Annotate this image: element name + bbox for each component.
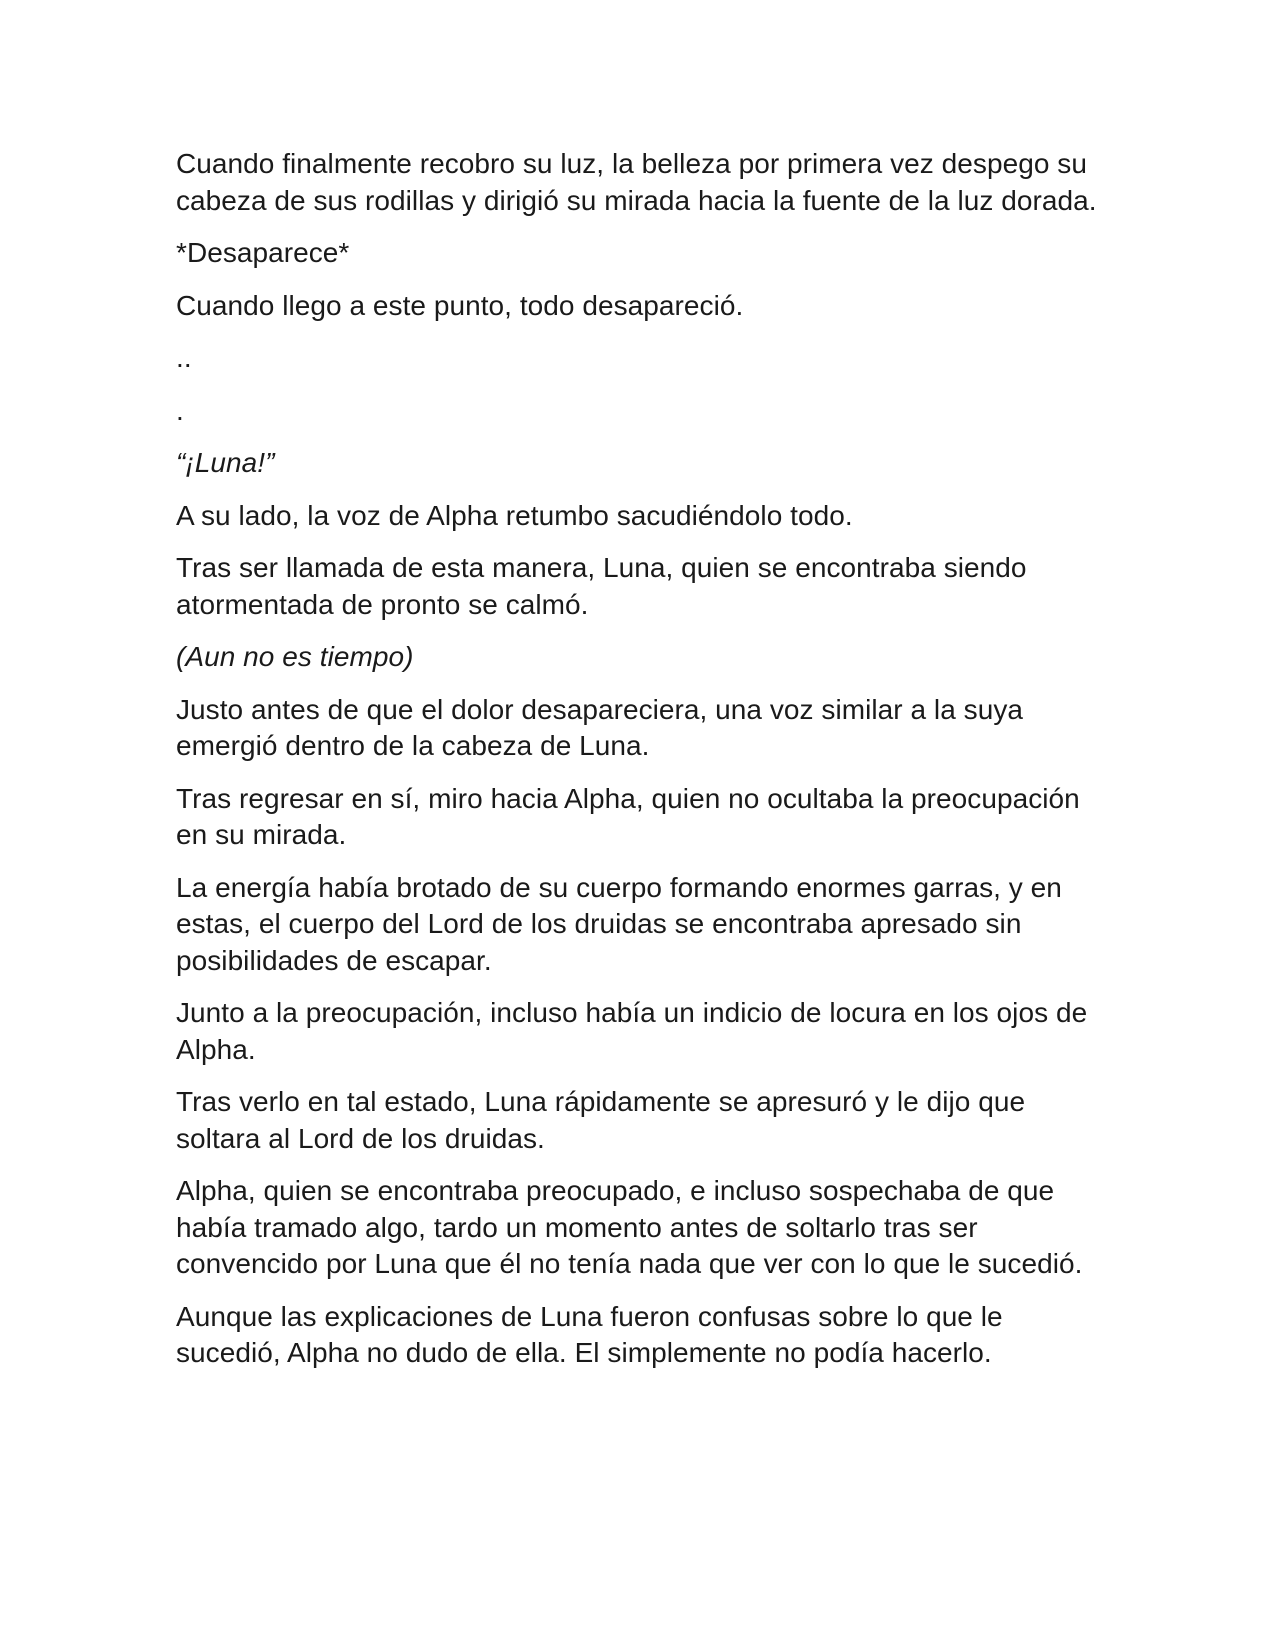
paragraph: La energía había brotado de su cuerpo formando enormes garras, y en estas, el cuerpo del Lord de los druidas se encontraba apresado sin posibilidades de escapar. xyxy=(176,871,1062,976)
paragraph: “¡Luna!” xyxy=(176,447,275,478)
paragraph: *Desaparece* xyxy=(176,237,350,268)
paragraph: (Aun no es tiempo) xyxy=(176,641,414,672)
paragraph: Aunque las explicaciones de Luna fueron confusas sobre lo que le sucedió, Alpha no dudo de ella. El simplemente no podía hacerlo. xyxy=(176,1300,1003,1368)
paragraph: Justo antes de que el dolor desapareciera, una voz similar a la suya emergió dentro de la cabeza de Luna. xyxy=(176,693,1023,761)
paragraph: Alpha, quien se encontraba preocupado, e incluso sospechaba de que había tramado algo, tardo un momento antes de soltarlo tras ser convencido por Luna que él no tenía nada que ver con lo que le sucedió. xyxy=(176,1175,1083,1279)
paragraph: A su lado, la voz de Alpha retumbo sacudiéndolo todo. xyxy=(176,499,853,531)
paragraph: Junto a la preocupación, incluso había un indicio de locura en los ojos de Alpha. xyxy=(176,997,1088,1065)
paragraph: . xyxy=(176,394,184,426)
paragraph: Tras regresar en sí, miro hacia Alpha, quien no ocultaba la preocupación en su mirada. xyxy=(176,782,1080,850)
paragraph: Cuando finalmente recobro su luz, la belleza por primera vez despego su cabeza de sus rodillas y dirigió su mirada hacia la fuente de la luz dorada. xyxy=(176,148,1097,216)
paragraph: Tras verlo en tal estado, Luna rápidamente se apresuró y le dijo que soltara al Lord de los druidas. xyxy=(176,1086,1026,1154)
document-body xyxy=(176,146,1106,1388)
paragraph: Tras ser llamada de esta manera, Luna, quien se encontraba siendo atormentada de pronto se calmó. xyxy=(176,552,1027,620)
paragraph: .. xyxy=(176,342,192,373)
paragraph: Cuando llego a este punto, todo desapareció. xyxy=(176,289,744,321)
